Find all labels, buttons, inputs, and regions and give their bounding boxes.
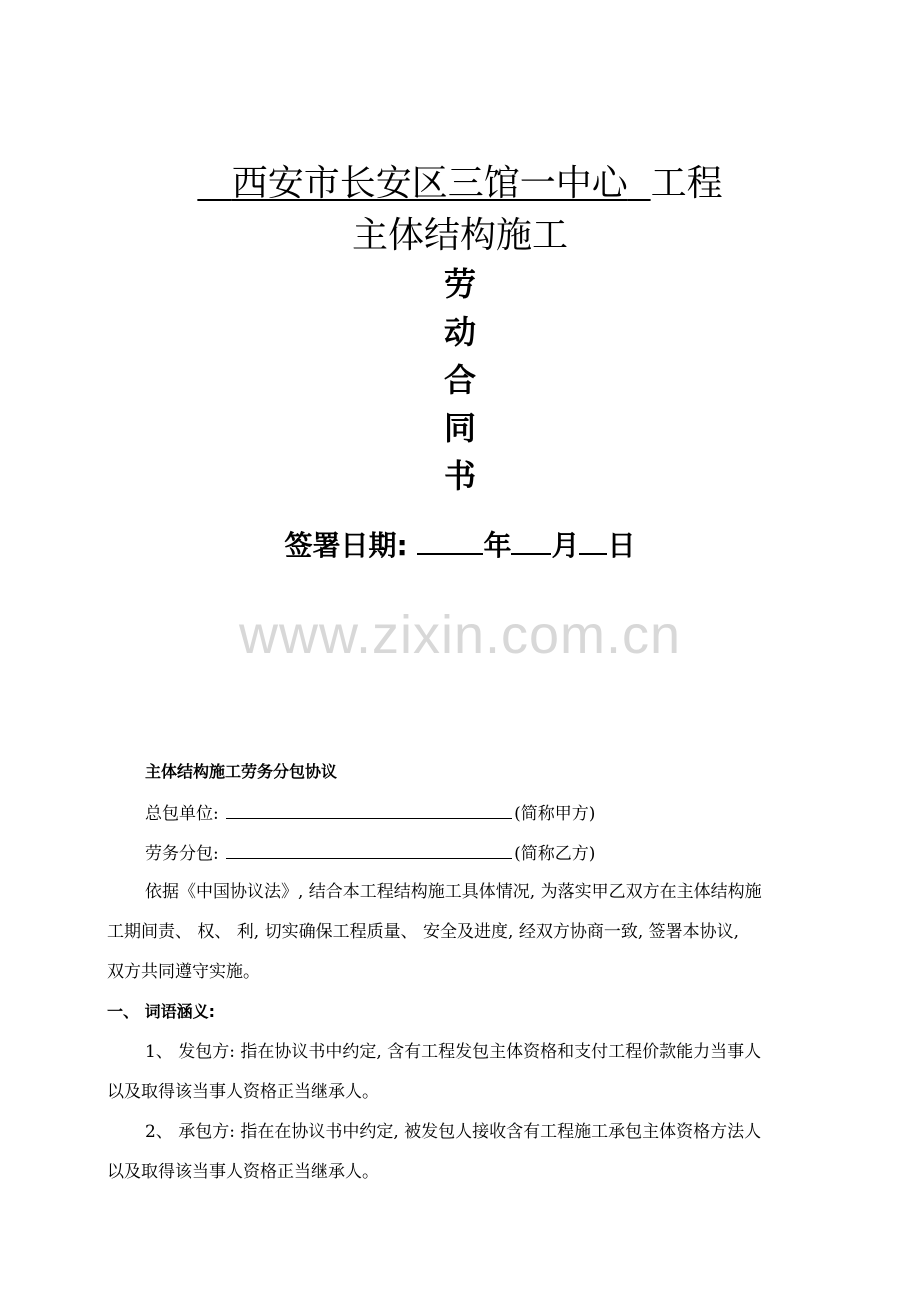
year-blank [417,527,483,555]
project-subtitle: 主体结构施工 [351,215,568,256]
party-a-field[interactable] [226,800,512,819]
vertical-title-char: 同 [443,409,476,447]
project-name: 西安市长安区三馆一中心 [231,163,628,204]
item-1-line-1: 1、 发包方: 指在协议书中约定, 含有工程发包主体资格和支付工程价款能力当事人 [145,1042,762,1062]
party-a-row [145,800,595,826]
item-2-line-1: 2、 承包方: 指在在协议书中约定, 被发包人接收含有工程施工承包主体资格方法人 [145,1122,762,1142]
intro-line-1: 依据《中国协议法》, 结合本工程结构施工具体情况, 为落实甲乙双方在主体结构施 [145,882,762,902]
date-year: 年 [483,529,512,562]
vertical-title-char: 合 [443,361,476,399]
project-suffix: 工程 [650,163,723,204]
party-a-note: (简称甲方) [514,804,596,824]
month-blank [511,527,551,555]
item-1-line-2: 以及取得该当事人资格正当继承人。 [107,1082,379,1102]
project-title [0,160,920,208]
party-b-label: 劳务分包: [145,844,219,864]
section-1-title: 一、 词语涵义: [107,1002,215,1021]
signing-date [0,526,920,566]
vertical-title-char: 劳 [443,265,476,303]
party-b-row [145,840,595,866]
party-b-note: (简称乙方) [514,844,596,864]
intro-line-2: 工期间责、 权、 利, 切实确保工程质量、 安全及进度, 经双方协商一致, 签署本协议, [107,922,740,942]
agreement-heading: 主体结构施工劳务分包协议 [145,762,338,781]
party-a-label: 总包单位: [145,804,219,824]
date-day: 日 [607,529,636,562]
date-month: 月 [551,529,580,562]
item-2-line-2: 以及取得该当事人资格正当继承人。 [107,1162,379,1182]
day-blank [579,527,607,555]
date-label: 签署日期: [284,529,408,562]
watermark: www.zixin.com.cn [238,605,682,665]
intro-line-3: 双方共同遵守实施。 [107,962,260,982]
vertical-title-char: 动 [443,313,476,351]
party-b-field[interactable] [226,840,512,859]
vertical-title-char: 书 [443,457,476,495]
